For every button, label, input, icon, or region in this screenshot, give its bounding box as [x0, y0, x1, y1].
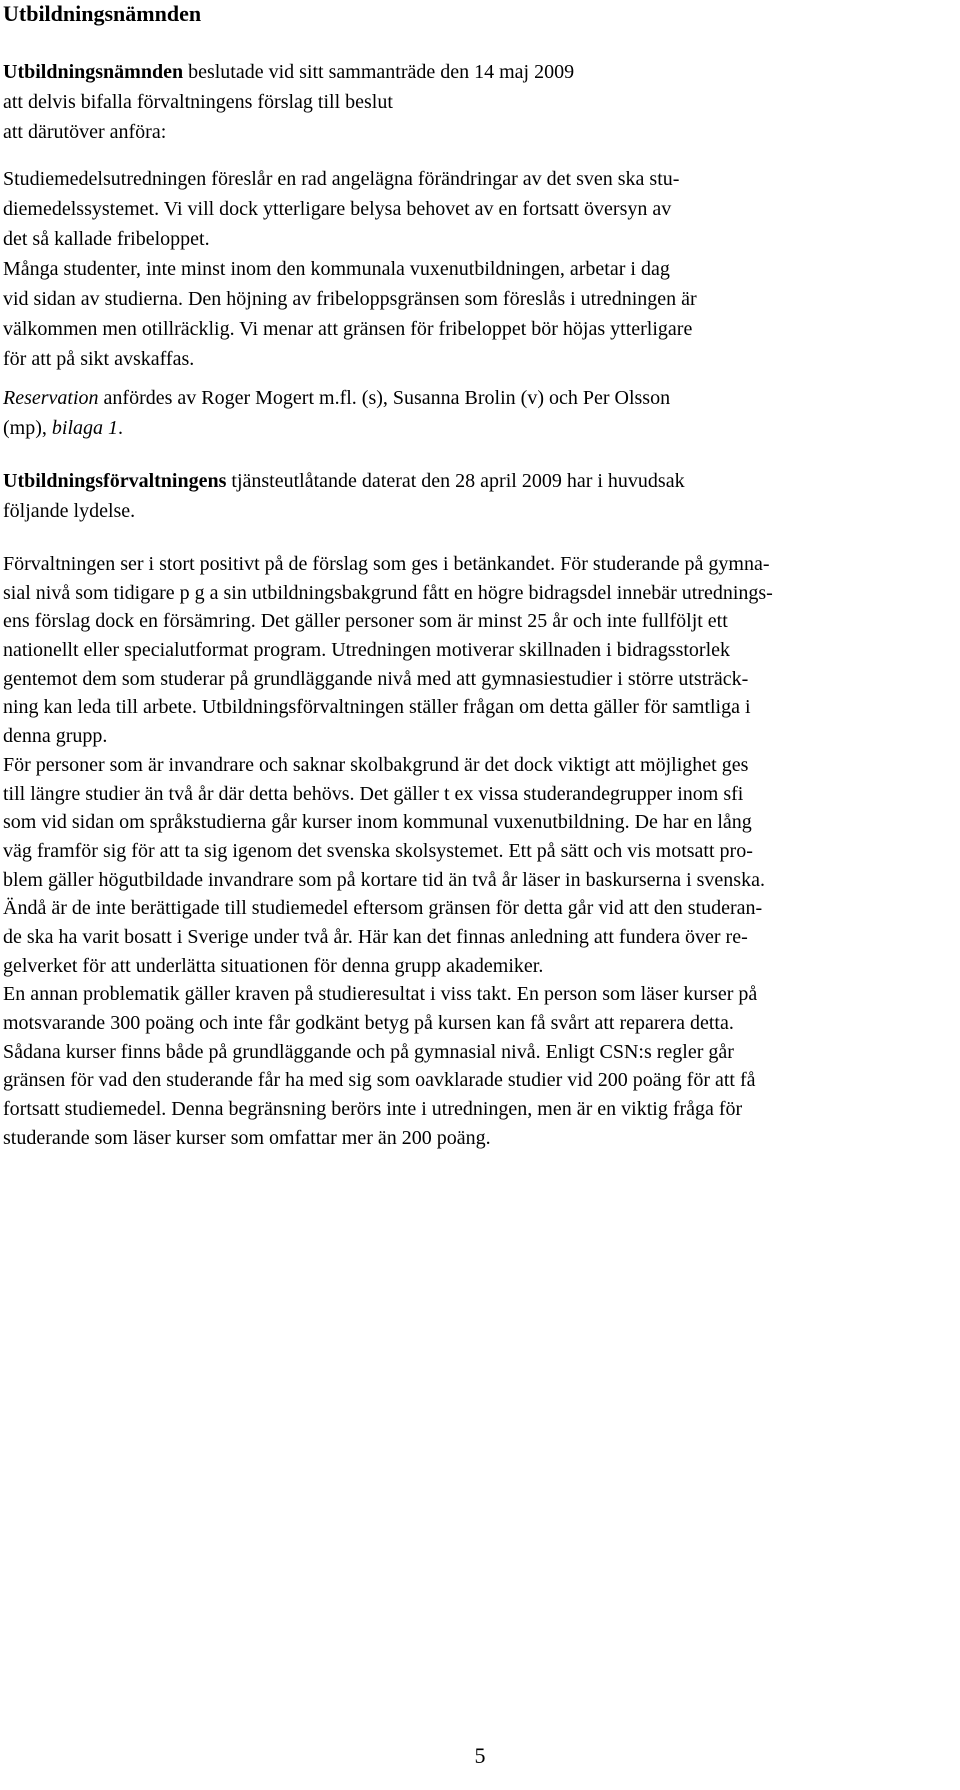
quote-line: För personer som är invandrare och saknar skolbakgrund är det dock viktigt att möjlighet ges [3, 753, 749, 776]
reservation-lead: Reservation [3, 387, 99, 409]
quote-line: fortsatt studiemedel. Denna begränsning berörs inte i utredningen, men är en viktig fråga för [3, 1098, 743, 1121]
decision-line: att därutöver anföra: [3, 121, 167, 143]
quote-line: gränsen för vad den studerande får ha med sig som oavklarade studier vid 200 poäng för att få [3, 1069, 756, 1092]
page-heading: Utbildningsnämnden [3, 1, 202, 26]
quote-line: En annan problematik gäller kraven på studieresultat i viss takt. En person som läser kurser på [3, 983, 758, 1006]
quote-line: nationellt eller specialutformat program. Utredningen motiverar skillnaden i bidragsstorlek [3, 639, 731, 662]
statement-line: det så kallade fribeloppet. [3, 228, 210, 250]
statement-line: diemedelssystemet. Vi vill dock ytterligare belysa behovet av en fortsatt översyn av [3, 198, 672, 220]
quote-line: denna grupp. [3, 725, 108, 748]
quote-line: ens förslag dock en försämring. Det gäller personer som är minst 25 år och inte fullföljt ett [3, 610, 728, 633]
decision-line [3, 57, 955, 87]
quote-line: gelverket för att underlätta situationen för denna grupp akademiker. [3, 954, 544, 977]
reservation-line2-end: . [118, 417, 124, 439]
administration-line1-text: tjänsteutlåtande daterat den 28 april 2009 har i huvudsak [226, 470, 685, 492]
quote-line: de ska ha varit bosatt i Sverige under två år. Här kan det finnas anledning att fundera över re- [3, 925, 748, 948]
statement-line: välkommen men otillräcklig. Vi menar att gränsen för fribeloppet bör höjas ytterligare [3, 318, 693, 340]
quote-line: till längre studier än två år där detta behövs. Det gäller t ex vissa studerandegrupper inom sfi [3, 782, 744, 805]
reservation-line2-text: (mp), [3, 417, 52, 439]
quote-line: motsvarande 300 poäng och inte får godkänt betyg på kursen kan få svårt att reparera detta. [3, 1012, 734, 1034]
statement-section [3, 165, 955, 375]
quote-line: som vid sidan om språkstudierna går kurser inom kommunal vuxenutbildning. De har en lång [3, 811, 752, 834]
reservation-section [3, 383, 955, 443]
decision-line1-text: beslutade vid sitt sammanträde den 14 maj 2009 [183, 61, 575, 83]
statement-line: för att på sikt avskaffas. [3, 348, 195, 370]
decision-section [3, 57, 955, 147]
appendix-reference: bilaga 1 [51, 417, 119, 439]
quote-line: Ändå är de inte berättigade till studiemedel eftersom gränsen för detta går vid att den studeran- [3, 897, 763, 920]
administration-line: följande lydelse. [3, 500, 136, 522]
quote-line: studerande som läser kurser som omfattar mer än 200 poäng. [3, 1126, 491, 1149]
decision-lead: Utbildningsnämnden [3, 61, 184, 83]
reservation-line [3, 413, 955, 443]
reservation-line [3, 383, 955, 413]
quote-line: Förvaltningen ser i stort positivt på de förslag som ges i betänkandet. För studerande på gymna- [3, 553, 770, 575]
administration-line [3, 466, 955, 496]
quote-line: väg framför sig för att ta sig igenom det svenska skolsystemet. Ett på sätt och vis motsatt pro- [3, 839, 753, 862]
statement-line: Många studenter, inte minst inom den kommunala vuxenutbildningen, arbetar i dag [3, 258, 670, 280]
quote-line: sial nivå som tidigare p g a sin utbildningsbakgrund fått en högre bidragsdel innebär utrednings- [3, 581, 773, 604]
statement-line: vid sidan av studierna. Den höjning av fribeloppsgränsen som föreslås i utredningen är [3, 288, 697, 310]
administration-lead: Utbildningsförvaltningens [3, 470, 227, 492]
quote-line: gentemot dem som studerar på grundläggande nivå med att gymnasiestudier i större utsträck- [3, 667, 749, 690]
decision-line: att delvis bifalla förvaltningens förslag till beslut [3, 91, 393, 113]
quote-line: ning kan leda till arbete. Utbildningsförvaltningen ställer frågan om detta gäller för samtliga i [3, 696, 751, 719]
administration-statement-quote [3, 550, 955, 1152]
quote-line: blem gäller högutbildade invandrare som på kortare tid än två år läser in baskurserna i svenska. [3, 868, 765, 891]
page-number: 5 [474, 1743, 486, 1768]
statement-line: Studiemedelsutredningen föreslår en rad angelägna förändringar av det sven ska stu- [3, 168, 680, 190]
administration-section [3, 466, 955, 526]
quote-line: Sådana kurser finns både på grundläggande och på gymnasial nivå. Enligt CSN:s regler går [3, 1040, 734, 1063]
reservation-line1-text: anfördes av Roger Mogert m.fl. (s), Susanna Brolin (v) och Per Olsson [98, 387, 671, 409]
